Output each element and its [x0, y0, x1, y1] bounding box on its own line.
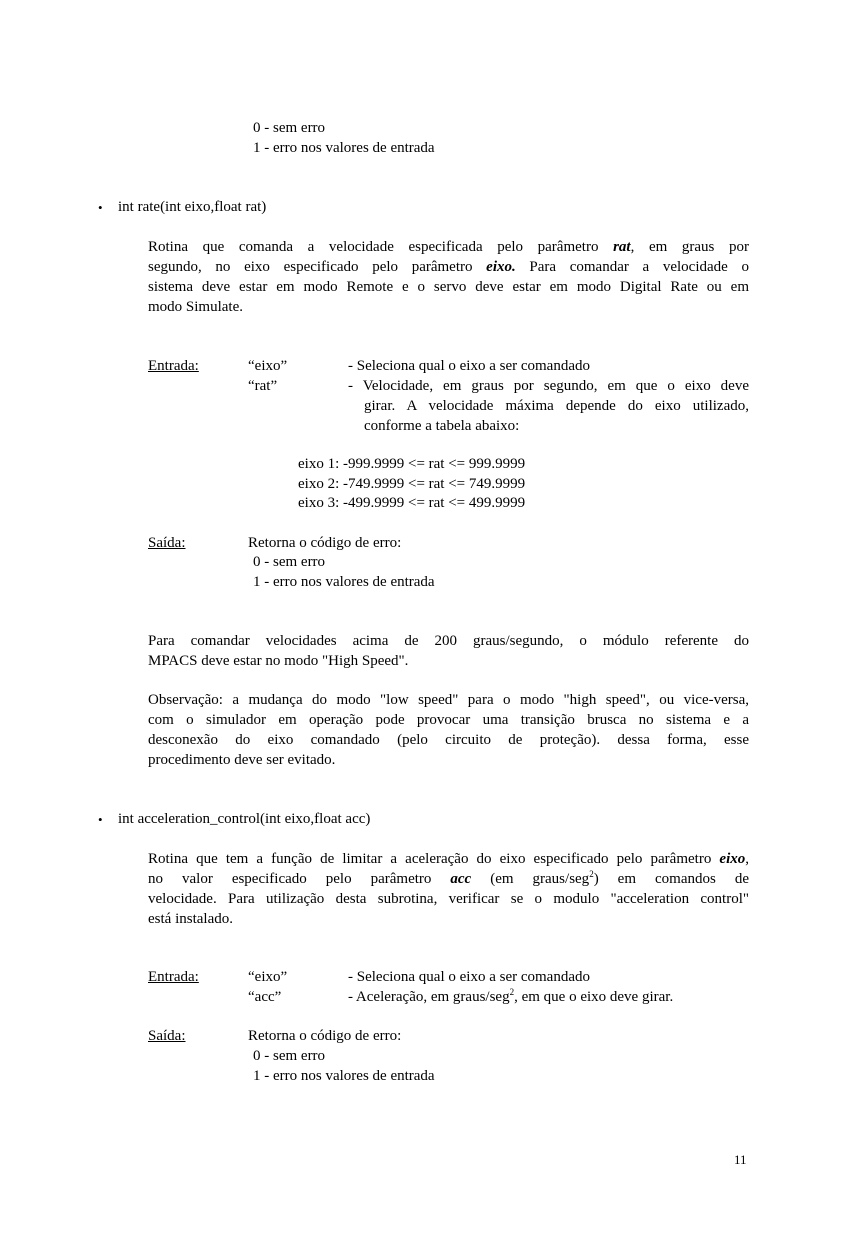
rate-note2-line-4: procedimento deve ser evitado.: [148, 752, 336, 768]
acc-desc-text: no valor especificado pelo parâmetro: [148, 871, 451, 887]
bullet-acc: •: [98, 812, 103, 827]
rate-param-eixo-desc: - Seleciona qual o eixo a ser comandado: [348, 358, 590, 374]
page-number: 11: [734, 1152, 747, 1167]
bullet-rate: •: [98, 200, 103, 215]
rate-desc-line-4: modo Simulate.: [148, 299, 243, 315]
acc-param-desc-text: - Aceleração, em graus/seg: [348, 989, 510, 1005]
rate-limit-eixo-2: eixo 2: -749.9999 <= rat <= 749.9999: [298, 476, 526, 492]
acc-input-label: Entrada:: [148, 969, 199, 985]
rate-input-label: Entrada:: [148, 358, 199, 374]
acc-desc-line-3: velocidade. Para utilização desta subrotina, verificar se o modulo "acceleration control": [148, 891, 749, 907]
top-error-code-1: 1 - erro nos valores de entrada: [253, 140, 435, 156]
rate-output-label: Saída:: [148, 535, 186, 551]
rate-note2-line-3: desconexão do eixo comandado (pelo circuito de proteção). dessa forma, esse: [148, 732, 749, 748]
superscript: 2: [509, 987, 515, 997]
acc-desc-line-1: [148, 849, 749, 869]
acc-param-acc-desc: [348, 987, 673, 1007]
acc-desc-text: ,: [745, 851, 749, 867]
rate-error-code-0: 0 - sem erro: [253, 554, 326, 570]
acc-param-emph: acc: [450, 871, 472, 887]
acc-param-eixo-desc: - Seleciona qual o eixo a ser comandado: [348, 969, 590, 985]
rate-desc-line-1: [148, 237, 749, 257]
rate-desc-line-3: sistema deve estar em modo Remote e o servo deve estar em modo Digital Rate ou em: [148, 279, 749, 295]
acc-desc-text: ) em comandos de: [593, 871, 749, 887]
rate-note1-line-1: Para comandar velocidades acima de 200 graus/segundo, o módulo referente do: [148, 633, 749, 649]
rate-param-rat-name: “rat”: [248, 378, 278, 394]
acc-desc-line-2: [148, 869, 749, 889]
rate-desc-text: segundo, no eixo especificado pelo parâmetro: [148, 259, 487, 275]
acc-param-eixo-name: “eixo”: [248, 969, 288, 985]
rate-output-desc: Retorna o código de erro:: [248, 535, 402, 551]
acc-error-code-1: 1 - erro nos valores de entrada: [253, 1068, 435, 1084]
rate-param-rat-desc-1: - Velocidade, em graus por segundo, em que o eixo deve: [348, 378, 749, 394]
rate-desc-line-2: [148, 257, 749, 277]
rate-param-rat-desc-2: girar. A velocidade máxima depende do eixo utilizado,: [364, 398, 749, 414]
acc-param-desc-text: , em que o eixo deve girar.: [514, 989, 674, 1005]
acc-desc-text: (em graus/seg: [471, 871, 590, 887]
rate-error-code-1: 1 - erro nos valores de entrada: [253, 574, 435, 590]
rate-param-rat-desc-3: conforme a tabela abaixo:: [364, 418, 520, 434]
rate-desc-text: , em graus por: [630, 239, 749, 255]
eixo-param-emph: eixo: [719, 851, 746, 867]
acc-output-desc: Retorna o código de erro:: [248, 1028, 402, 1044]
rate-param-emph: rat: [613, 239, 631, 255]
rate-param-eixo-name: “eixo”: [248, 358, 288, 374]
acc-error-code-0: 0 - sem erro: [253, 1048, 326, 1064]
acc-param-acc-name: “acc”: [248, 989, 282, 1005]
eixo-param-emph: eixo.: [486, 259, 516, 275]
rate-desc-text: Rotina que comanda a velocidade especificada pelo parâmetro: [148, 239, 614, 255]
rate-note1-line-2: MPACS deve estar no modo "High Speed".: [148, 653, 409, 669]
rate-note2-line-1: Observação: a mudança do modo "low speed" para o modo "high speed", ou vice-versa,: [148, 692, 749, 708]
rate-signature: int rate(int eixo,float rat): [118, 199, 267, 215]
acc-output-label: Saída:: [148, 1028, 186, 1044]
rate-limit-eixo-3: eixo 3: -499.9999 <= rat <= 499.9999: [298, 495, 526, 511]
acc-desc-text: Rotina que tem a função de limitar a aceleração do eixo especificado pelo parâmetro: [148, 851, 720, 867]
rate-note2-line-2: com o simulador em operação pode provocar uma transição brusca no sistema e a: [148, 712, 749, 728]
rate-limit-eixo-1: eixo 1: -999.9999 <= rat <= 999.9999: [298, 456, 526, 472]
superscript: 2: [589, 869, 594, 879]
acc-signature: int acceleration_control(int eixo,float acc): [118, 811, 371, 827]
acc-desc-line-4: está instalado.: [148, 911, 233, 927]
top-error-code-0: 0 - sem erro: [253, 120, 326, 136]
rate-desc-text: Para comandar a velocidade o: [515, 259, 749, 275]
